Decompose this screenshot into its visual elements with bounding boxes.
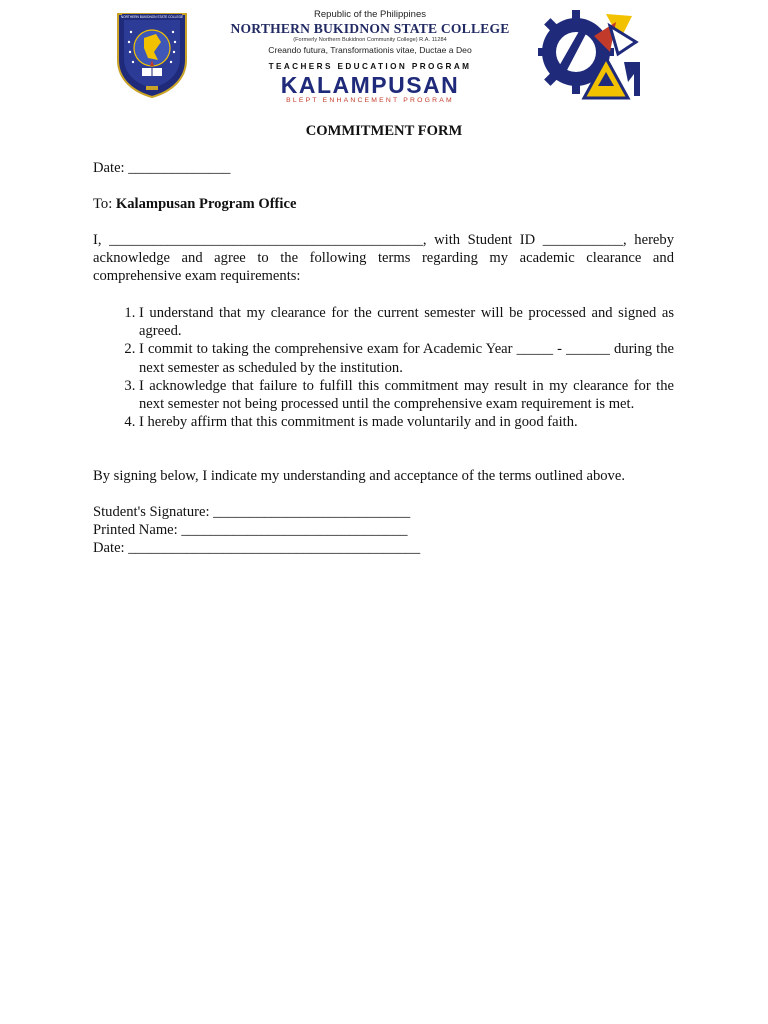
form-title: COMMITMENT FORM bbox=[305, 123, 463, 139]
term-item: 1. I understand that my clearance for the current semester will be processed and signed as agreed. bbox=[139, 304, 674, 340]
printed-name-line: Printed Name: _______________________________ bbox=[93, 522, 408, 538]
recipient-line bbox=[93, 195, 674, 213]
closing-statement: By signing below, I indicate my understanding and acceptance of the terms outlined above. bbox=[93, 468, 625, 484]
terms-list bbox=[93, 304, 674, 431]
blept-line: BLEPT ENHANCEMENT PROGRAM bbox=[286, 97, 454, 104]
to-prefix: To: bbox=[93, 196, 116, 212]
date-field-line: Date: ______________ bbox=[93, 160, 231, 176]
motto-line: Creando futura, Transformationis vitae, Ductae a Deo bbox=[268, 45, 472, 55]
recipient-office: Kalampusan Program Office bbox=[115, 196, 297, 212]
college-name: NORTHERN BUKIDNON STATE COLLEGE bbox=[230, 21, 510, 36]
formerly-line: (Formerly Northern Bukidnon Community College) R.A. 11284 bbox=[293, 37, 447, 43]
signature-date-line: Date: ________________________________________ bbox=[93, 540, 421, 556]
term-item: 4. I hereby affirm that this commitment is made voluntarily and in good faith. bbox=[139, 413, 674, 431]
program-name: TEACHERS EDUCATION PROGRAM bbox=[268, 62, 472, 71]
letterhead bbox=[220, 9, 520, 105]
college-seal-logo bbox=[114, 8, 190, 98]
term-item: 2. I commit to taking the comprehensive exam for Academic Year _____ - ______ during the next semester as scheduled by the institution. bbox=[139, 340, 674, 376]
term-item: 3. I acknowledge that failure to fulfill this commitment may result in my clearance for the next semester not being processed until the comprehensive exam requirement is met. bbox=[139, 377, 674, 413]
intro-paragraph: I, ___________________________________________, with Student ID ___________, hereby acknowledge and agree to the following terms regarding my academic clearance and comprehensive exam requirements: bbox=[93, 232, 674, 285]
signature-line: Student's Signature: ___________________________ bbox=[93, 504, 411, 520]
republic-line: Republic of the Philippines bbox=[314, 9, 426, 20]
seal-text: NORTHERN BUKIDNON STATE COLLEGE bbox=[120, 15, 184, 19]
kalampusan-emblem-logo bbox=[536, 6, 644, 104]
kalampusan-wordmark: KALAMPUSAN bbox=[280, 72, 460, 98]
